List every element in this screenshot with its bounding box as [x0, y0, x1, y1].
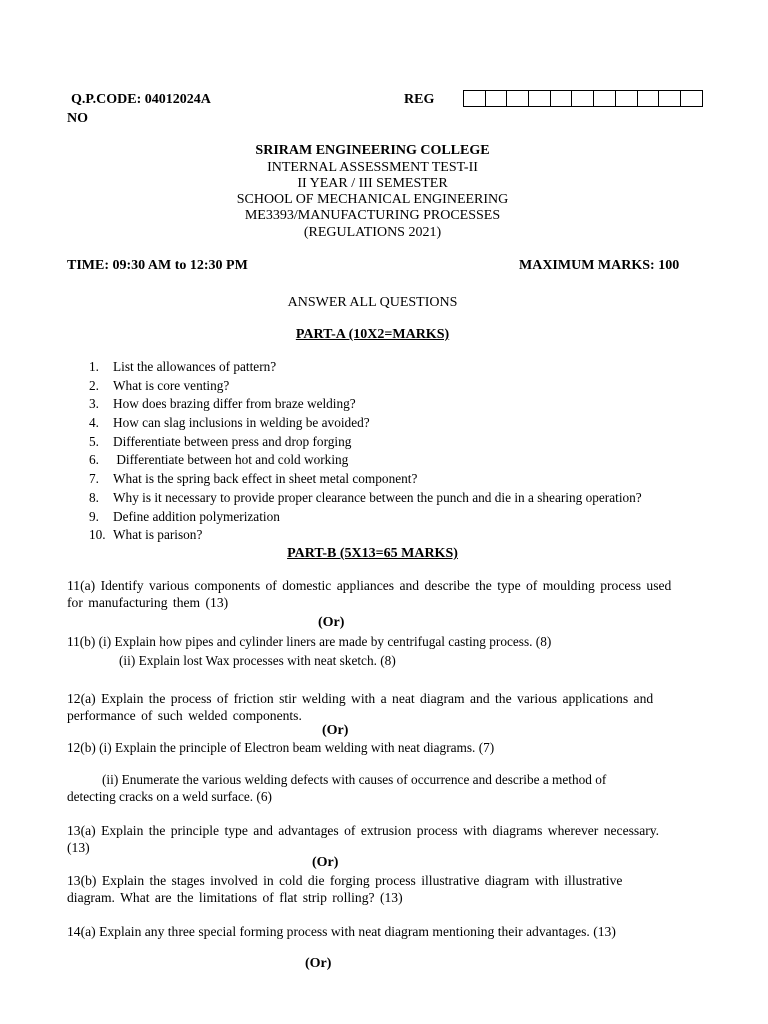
question-text: Define addition polymerization — [113, 508, 280, 524]
question-number: 3. — [89, 396, 99, 412]
reg-digit-box[interactable] — [485, 90, 508, 107]
part-a-question — [89, 358, 729, 377]
school-name: SCHOOL OF MECHANICAL ENGINEERING — [236, 192, 509, 207]
reg-digit-box[interactable] — [615, 90, 638, 107]
question-13b: 13(b) Explain the stages involved in cold die forging process illustrative diagram with illustrative diagram. What are the limitations of flat strip rolling? (13) — [67, 873, 623, 905]
reg-digit-box[interactable] — [571, 90, 594, 107]
reg-digit-box[interactable] — [637, 90, 660, 107]
question-11b-ii: (ii) Explain lost Wax processes with neat sketch. (8) — [119, 653, 396, 668]
question-12b-ii-line1: (ii) Enumerate the various welding defects with causes of occurrence and describe a method of — [102, 772, 607, 787]
maximum-marks: MAXIMUM MARKS: 100 — [519, 258, 680, 273]
reg-digit-box[interactable] — [463, 90, 486, 107]
reg-digit-box[interactable] — [658, 90, 681, 107]
question-12b-ii-line2: detecting cracks on a weld surface. (6) — [67, 789, 272, 804]
regulations: (REGULATIONS 2021) — [303, 225, 442, 240]
or-separator: (Or) — [312, 855, 339, 870]
question-text: List the allowances of pattern? — [113, 359, 277, 374]
or-separator: (Or) — [322, 723, 349, 738]
question-number: 8. — [89, 489, 99, 505]
question-number: 1. — [89, 359, 99, 374]
question-text: What is core venting? — [113, 377, 230, 393]
question-14a: 14(a) Explain any three special forming process with neat diagram mentioning their advantages. (13) — [67, 924, 616, 939]
question-text: What is parison? — [113, 527, 203, 543]
part-a-question — [89, 414, 729, 433]
question-number: 10. — [89, 527, 106, 543]
question-number: 9. — [89, 508, 99, 524]
reg-label: REG — [404, 92, 435, 107]
college-name: SRIRAM ENGINEERING COLLEGE — [255, 143, 490, 158]
part-a-question — [89, 395, 729, 414]
exam-time: TIME: 09:30 AM to 12:30 PM — [67, 258, 248, 273]
or-separator: (Or) — [305, 956, 332, 971]
qp-code: Q.P.CODE: 04012024A — [71, 92, 211, 107]
part-a-question — [89, 508, 729, 527]
question-text: How can slag inclusions in welding be avoided? — [113, 415, 370, 431]
reg-digit-box[interactable] — [528, 90, 551, 107]
part-b-heading: PART-B (5X13=65 MARKS) — [287, 546, 458, 561]
question-11a: 11(a) Identify various components of domestic appliances and describe the type of moulding process used for manufacturing them (13) — [67, 578, 672, 610]
reg-digit-box[interactable] — [593, 90, 616, 107]
question-13a: 13(a) Explain the principle type and advantages of extrusion process with diagrams wherever necessary. (13) — [67, 823, 660, 855]
course-name: ME3393/MANUFACTURING PROCESSES — [244, 208, 501, 223]
question-text: How does brazing differ from braze welding? — [113, 396, 356, 412]
part-a-question — [89, 451, 729, 470]
question-number: 5. — [89, 433, 99, 449]
question-text: Differentiate between hot and cold working — [113, 452, 349, 468]
reg-digit-box[interactable] — [506, 90, 529, 107]
question-text: Differentiate between press and drop forging — [113, 433, 352, 449]
question-12a: 12(a) Explain the process of friction stir welding with a neat diagram and the various applications and performance of such welded components. — [67, 691, 654, 723]
part-a-question — [89, 470, 729, 489]
part-a-heading: PART-A (10X2=MARKS) — [295, 327, 450, 342]
register-number-boxes — [464, 90, 703, 107]
question-12b-i: 12(b) (i) Explain the principle of Electron beam welding with neat diagrams. (7) — [67, 740, 495, 755]
reg-digit-box[interactable] — [680, 90, 703, 107]
instruction: ANSWER ALL QUESTIONS — [287, 295, 458, 310]
question-11b-i: 11(b) (i) Explain how pipes and cylinder liners are made by centrifugal casting process. (8) — [67, 634, 552, 649]
question-text: What is the spring back effect in sheet metal component? — [113, 471, 418, 487]
year-semester: II YEAR / III SEMESTER — [297, 176, 448, 191]
question-text: Why is it necessary to provide proper clearance between the punch and die in a shearing operation? — [113, 489, 642, 505]
part-a-question — [89, 433, 729, 452]
part-a-question — [89, 526, 729, 545]
part-a-question-list — [89, 358, 729, 545]
test-name: INTERNAL ASSESSMENT TEST-II — [267, 160, 478, 175]
question-number: 4. — [89, 415, 99, 431]
no-label: NO — [67, 111, 88, 126]
part-a-question — [89, 377, 729, 396]
question-number: 2. — [89, 377, 99, 393]
question-number: 7. — [89, 471, 99, 487]
question-number: 6. — [89, 452, 99, 468]
reg-digit-box[interactable] — [550, 90, 573, 107]
or-separator: (Or) — [318, 615, 345, 630]
part-a-question — [89, 489, 729, 508]
